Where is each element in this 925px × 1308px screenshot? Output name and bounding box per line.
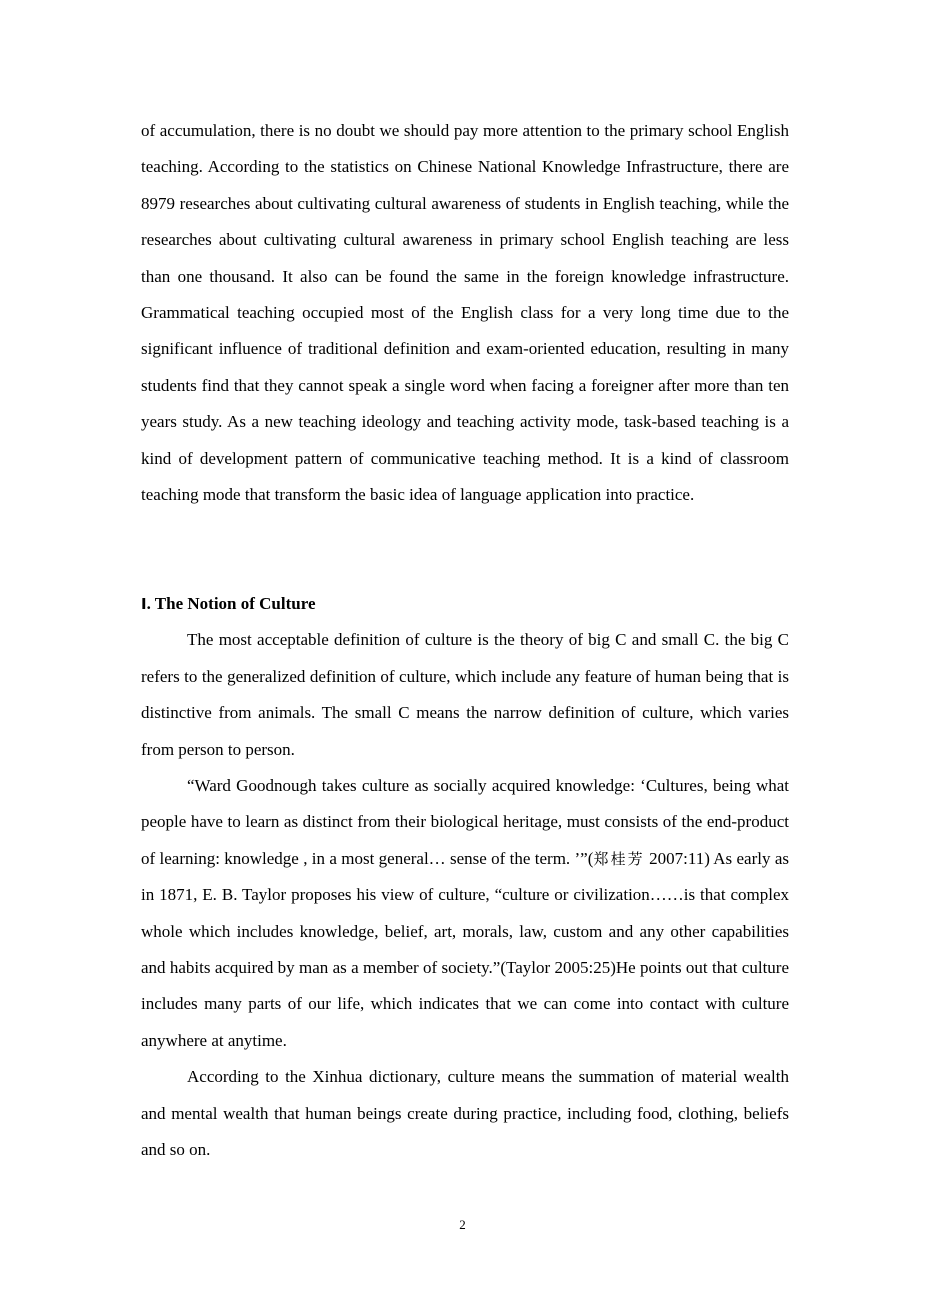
intro-paragraph: of accumulation, there is no doubt we should pay more attention to the primary school English teaching. According to the statistics on Chinese National Knowledge Infrastructure, there are 8979 researches about cultivating cultural awareness of students in English teaching, while the researches about cultivating cultural awareness in primary school English teaching are less than one thousand. It also can be found the same in the foreign knowledge infrastructure. Grammatical teaching occupied most of the English class for a very long time due to the significant influence of traditional definition and exam-oriented education, resulting in many students find that they cannot speak a single word when facing a foreigner after more than ten years study. As a new teaching ideology and teaching activity mode, task-based teaching is a kind of development pattern of communicative teaching method. It is a kind of classroom teaching mode that transform the basic idea of language application into practice. — [141, 121, 789, 505]
goodnough-quote: “Ward Goodnough takes culture as socially acquired knowledge: ‘Cultures, being what people have to learn as distinct from their biological heritage, must consists of the end-product of learning: knowledge , in a most general… sense of the term. ’”( — [141, 776, 789, 868]
paragraph-big-c-small-c: The most acceptable definition of culture is the theory of big C and small C. the big C refers to the generalized definition of culture, which include any feature of human being that is distinctive from animals. The small C means the narrow definition of culture, which varies from person to person. — [141, 630, 789, 759]
section-numeral: Ⅰ — [141, 595, 147, 613]
section-title: . The Notion of Culture — [146, 594, 316, 613]
section-heading — [141, 586, 789, 622]
paragraph-goodnough-taylor — [141, 768, 789, 1059]
paragraph-xinhua-dictionary: According to the Xinhua dictionary, culture means the summation of material wealth and mental wealth that human beings create during practice, including food, clothing, beliefs and so on. — [141, 1067, 789, 1160]
page-number: 2 — [459, 1217, 466, 1232]
citation-author: 郑桂芳 — [593, 849, 645, 868]
intro-section — [141, 113, 789, 513]
taylor-quote: 2007:11) As early as in 1871, E. B. Taylor proposes his view of culture, “culture or civilization……is that complex whole which includes knowledge, belief, art, morals, law, custom and any other capabilities and habits acquired by man as a member of society.”(Taylor 2005:25)He points out that culture includes many parts of our life, which indicates that we can come into contact with culture anywhere at anytime. — [141, 848, 789, 1050]
culture-notion-section — [141, 586, 789, 1169]
